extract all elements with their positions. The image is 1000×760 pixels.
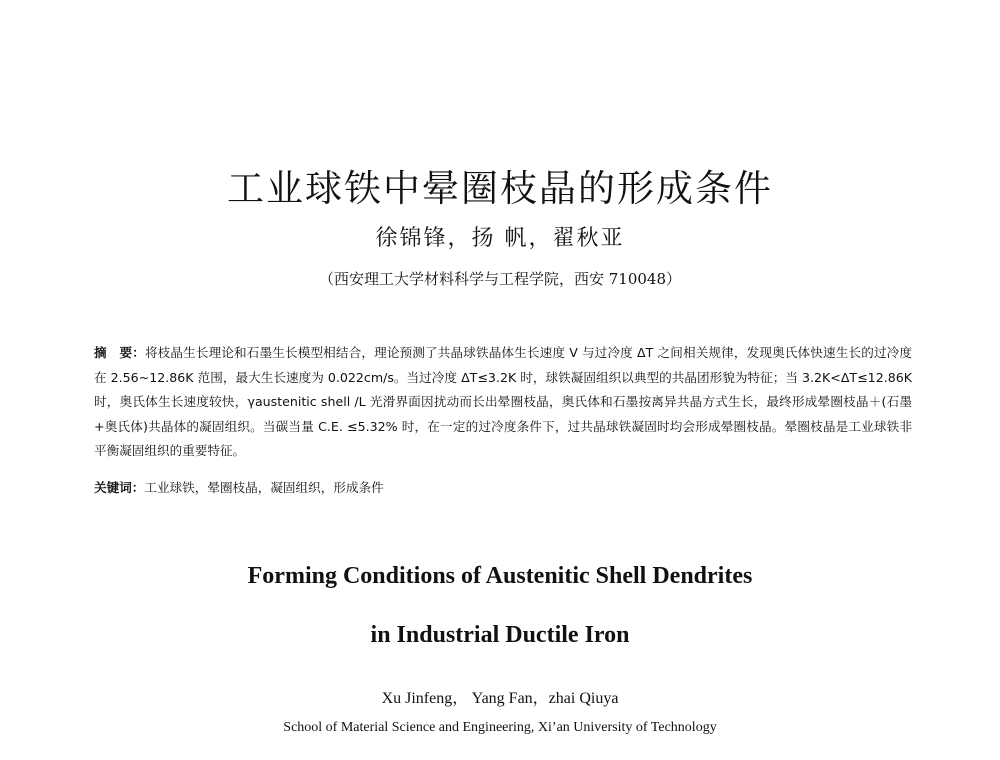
paper-title-english-line2: in Industrial Ductile Iron [370,622,630,648]
affiliation-chinese: （西安理工大学材料科学与工程学院，西安 710048） [318,270,682,288]
abstract-text: 将枝晶生长理论和石墨生长模型相结合，理论预测了共晶球铁晶体生长速度 V 与过冷度 ΔT 之间相关规律，发现奥氏体快速生长的过冷度在 2.56~12.86K 范围，最大生长速度为 0.022cm/s。当过冷度 ΔT≤3.2K 时，球铁凝固组织以典型的共晶团形貌为特征；当 3.2K<ΔT≤12.86K 时，奥氏体生长速度较快，γaustenitic shell /L 光滑界面因扰动而长出晕圈枝晶，奥氏体和石墨按离异共晶方式生长，最终形成晕圈枝晶＋(石墨+奥氏体)共晶体的凝固组织。当碳当量 C.E. ≤5.32% 时，在一定的过冷度条件下，过共晶球铁凝固时均会形成晕圈枝晶。晕圈枝晶是工业球铁非平衡凝固组织的重要特征。 [94,345,913,458]
keywords-text: 工业球铁，晕圈枝晶，凝固组织，形成条件 [144,480,384,495]
keywords-chinese [94,477,912,496]
authors-chinese: 徐锦锋，扬 帆，翟秋亚 [375,226,625,251]
keywords-label: 关键词： [94,480,145,495]
abstract-chinese [94,341,912,464]
affiliation-english: School of Material Science and Engineering, Xi’an University of Technology [283,720,717,735]
authors-english: Xu Jinfeng， Yang Fan，zhai Qiuya [381,690,619,707]
paper-title-english-line1: Forming Conditions of Austenitic Shell Dendrites [247,563,753,589]
paper-title-chinese: 工业球铁中晕圈枝晶的形成条件 [227,167,773,210]
abstract-label: 摘 要： [94,345,145,360]
